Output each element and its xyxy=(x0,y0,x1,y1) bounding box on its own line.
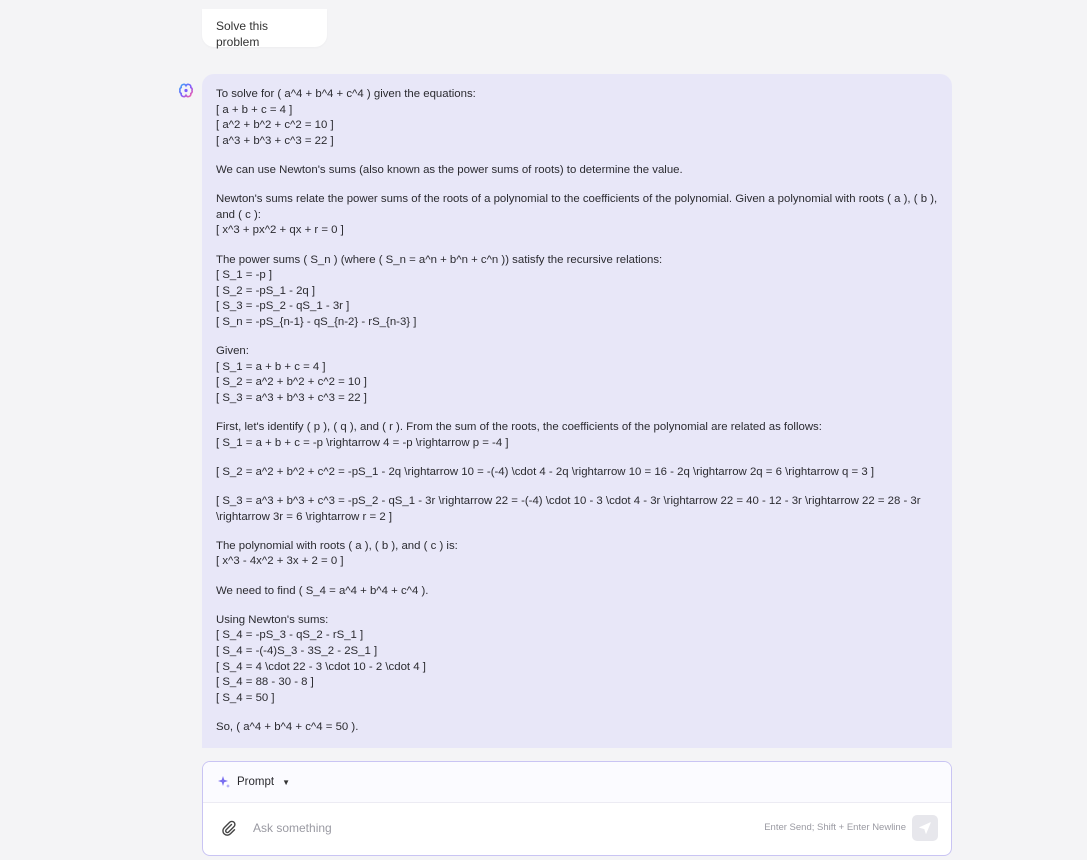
assistant-paragraph xyxy=(216,613,938,707)
assistant-text-line: The power sums ( S_n ) (where ( S_n = a^n + b^n + c^n )) satisfy the recursive relations: xyxy=(216,253,663,266)
assistant-paragraph xyxy=(216,163,938,179)
ask-input[interactable] xyxy=(251,820,764,836)
prompt-mode-label: Prompt xyxy=(237,776,275,788)
assistant-text-line: [ a^3 + b^3 + c^3 = 22 ] xyxy=(216,134,334,147)
assistant-text-line: First, let's identify ( p ), ( q ), and ( r ). From the sum of the roots, the coefficients of the polynomial are related as follows: xyxy=(216,421,822,434)
assistant-paragraph xyxy=(216,539,938,570)
assistant-paragraph xyxy=(216,584,938,600)
assistant-text-line: The polynomial with roots ( a ), ( b ), and ( c ) is: xyxy=(216,539,458,552)
assistant-text-line: So, ( a^4 + b^4 + c^4 = 50 ). xyxy=(216,720,359,733)
assistant-text-line: [ S_3 = a^3 + b^3 + c^3 = -pS_2 - qS_1 - 3r \rightarrow 22 = -(-4) \cdot 10 - 3 \cdot 4 - 3r \rightarrow 22 = 40 - 12 - 3r \rightarrow 22 = 28 - 3r \rightarrow 3r = 6 \rightarrow r = 2 ] xyxy=(216,495,924,523)
paperclip-icon[interactable] xyxy=(221,820,237,836)
assistant-text-line: [ S_1 = a + b + c = -p \rightarrow 4 = -p \rightarrow p = -4 ] xyxy=(216,436,509,449)
assistant-message-bubble xyxy=(202,74,952,748)
assistant-text-line: [ x^3 + px^2 + qx + r = 0 ] xyxy=(216,224,344,237)
assistant-text-line: [ S_4 = 4 \cdot 22 - 3 \cdot 10 - 2 \cdot 4 ] xyxy=(216,660,426,673)
assistant-text-line: Using Newton's sums: xyxy=(216,613,329,626)
assistant-text-line: [ a^2 + b^2 + c^2 = 10 ] xyxy=(216,119,334,132)
assistant-text-line: We can use Newton's sums (also known as the power sums of roots) to determine the value. xyxy=(216,163,683,176)
caret-down-icon: ▼ xyxy=(282,777,290,787)
assistant-text-line: We need to find ( S_4 = a^4 + b^4 + c^4 ). xyxy=(216,584,429,597)
assistant-text-line: Newton's sums relate the power sums of the roots of a polynomial to the coefficients of the polynomial. Given a polynomial with roots ( a ), ( b ), and ( c ): xyxy=(216,193,941,221)
assistant-paragraph xyxy=(216,465,938,481)
composer-input-row xyxy=(203,803,951,856)
assistant-text-line: [ S_4 = 50 ] xyxy=(216,691,275,704)
user-message-text: Solve this problem xyxy=(216,19,269,49)
prompt-mode-selector[interactable] xyxy=(203,762,951,803)
assistant-text-line: [ S_3 = a^3 + b^3 + c^3 = 22 ] xyxy=(216,391,367,404)
assistant-text-line: [ S_1 = a + b + c = 4 ] xyxy=(216,360,326,373)
assistant-text-line: To solve for ( a^4 + b^4 + c^4 ) given the equations: xyxy=(216,88,476,100)
assistant-paragraph xyxy=(216,253,938,331)
assistant-text-line: [ S_2 = a^2 + b^2 + c^2 = -pS_1 - 2q \rightarrow 10 = -(-4) \cdot 4 - 2q \rightarrow 10 = 16 - 2q \rightarrow 2q = 6 \rightarrow q = 3 ] xyxy=(216,465,875,478)
assistant-text-line: [ S_n = -pS_{n-1} - qS_{n-2} - rS_{n-3} ] xyxy=(216,315,417,328)
assistant-paragraph xyxy=(216,720,938,736)
send-shortcut-hint: Enter Send; Shift + Enter Newline xyxy=(764,822,906,833)
user-message-bubble xyxy=(202,9,327,47)
assistant-text-line: [ S_2 = a^2 + b^2 + c^2 = 10 ] xyxy=(216,376,367,389)
prompt-composer xyxy=(202,761,952,856)
assistant-text-line: [ x^3 - 4x^2 + 3x + 2 = 0 ] xyxy=(216,555,344,568)
sparkle-icon xyxy=(217,775,231,789)
assistant-text-line: [ a + b + c = 4 ] xyxy=(216,103,293,116)
assistant-paragraph xyxy=(216,192,941,239)
send-button[interactable] xyxy=(912,815,938,841)
bot-logo-icon xyxy=(178,82,194,98)
assistant-text-line: [ S_4 = 88 - 30 - 8 ] xyxy=(216,676,314,689)
assistant-text-line: [ S_1 = -p ] xyxy=(216,269,273,282)
assistant-paragraph xyxy=(216,420,938,451)
assistant-text-line: [ S_4 = -(-4)S_3 - 3S_2 - 2S_1 ] xyxy=(216,644,378,657)
assistant-text-line: Given: xyxy=(216,345,249,358)
assistant-text-line: [ S_3 = -pS_2 - qS_1 - 3r ] xyxy=(216,300,350,313)
assistant-paragraph xyxy=(216,87,938,149)
assistant-paragraph xyxy=(216,344,938,406)
send-arrow-icon xyxy=(918,821,932,835)
assistant-paragraph xyxy=(216,494,938,525)
assistant-text-line: [ S_4 = -pS_3 - qS_2 - rS_1 ] xyxy=(216,629,364,642)
assistant-text-line: [ S_2 = -pS_1 - 2q ] xyxy=(216,284,316,297)
